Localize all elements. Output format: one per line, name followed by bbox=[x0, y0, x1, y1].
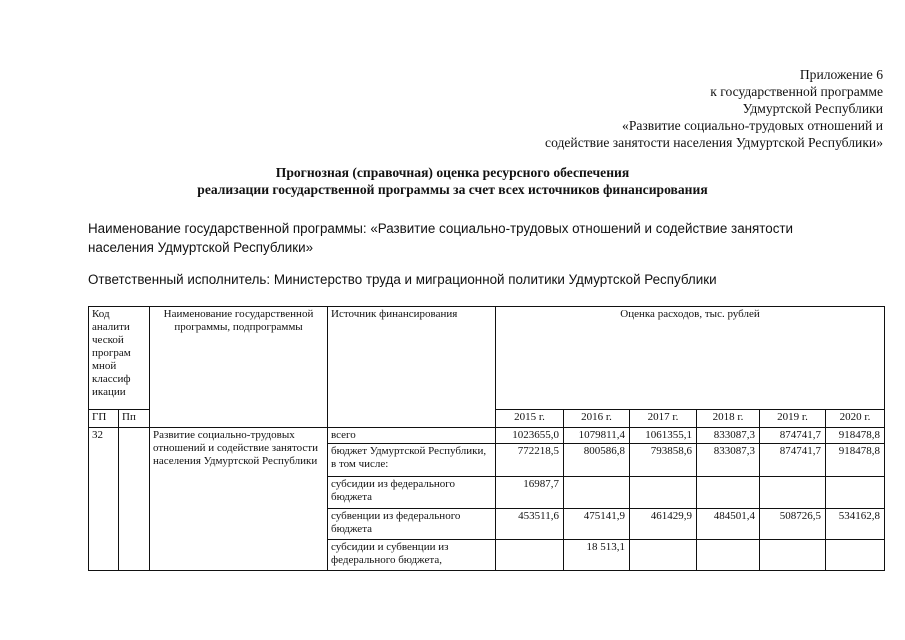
appendix-line: «Развитие социально-трудовых отношений и bbox=[622, 118, 883, 133]
header-year: 2018 г. bbox=[697, 410, 760, 428]
amount-cell bbox=[630, 540, 697, 571]
amount-cell bbox=[826, 540, 885, 571]
header-pp: Пп bbox=[119, 410, 150, 428]
funding-source: бюджет Удмуртской Республики, в том числе: bbox=[328, 444, 496, 477]
title-line-1: Прогнозная (справочная) оценка ресурсного обеспечения bbox=[275, 165, 630, 180]
amount-cell: 1079811,4 bbox=[564, 428, 630, 444]
amount-cell: 534162,8 bbox=[826, 509, 885, 540]
amount-cell: 18 513,1 bbox=[564, 540, 630, 571]
amount-cell bbox=[630, 477, 697, 509]
program-name: Наименование государственной программы: «Развитие социально-трудовых отношений и содействие занятости населения Удмуртской Республики» bbox=[88, 221, 794, 255]
amount-cell: 475141,9 bbox=[564, 509, 630, 540]
header-code: Код аналити ческой програм мной классиф икации bbox=[89, 307, 150, 410]
funding-source: всего bbox=[328, 428, 496, 444]
amount-cell: 874741,7 bbox=[760, 428, 826, 444]
table-row bbox=[89, 428, 885, 444]
header-year: 2017 г. bbox=[630, 410, 697, 428]
amount-cell: 772218,5 bbox=[496, 444, 564, 477]
amount-cell bbox=[760, 477, 826, 509]
appendix-line: Удмуртской Республики bbox=[742, 101, 883, 116]
amount-cell: 874741,7 bbox=[760, 444, 826, 477]
appendix-line: Приложение 6 bbox=[799, 67, 883, 82]
amount-cell: 918478,8 bbox=[826, 428, 885, 444]
amount-cell: 800586,8 bbox=[564, 444, 630, 477]
funding-source: субсидии из федерального бюджета bbox=[328, 477, 496, 509]
header-year: 2016 г. bbox=[564, 410, 630, 428]
funding-source: субвенции из федерального бюджета bbox=[328, 509, 496, 540]
amount-cell bbox=[564, 477, 630, 509]
amount-cell: 793858,6 bbox=[630, 444, 697, 477]
header-funding-source: Источник финансирования bbox=[328, 307, 496, 428]
program-pp-code bbox=[119, 428, 150, 571]
title-line-2: реализации государственной программы за счет всех источников финансирования bbox=[197, 182, 708, 197]
budget-table bbox=[88, 306, 885, 571]
amount-cell bbox=[697, 540, 760, 571]
header-year: 2019 г. bbox=[760, 410, 826, 428]
amount-cell bbox=[697, 477, 760, 509]
amount-cell: 508726,5 bbox=[760, 509, 826, 540]
amount-cell: 453511,6 bbox=[496, 509, 564, 540]
amount-cell: 833087,3 bbox=[697, 444, 760, 477]
appendix-line: содействие занятости населения Удмуртской Республики» bbox=[545, 135, 883, 150]
header-program-name: Наименование государственной программы, подпрограммы bbox=[150, 307, 328, 428]
amount-cell: 16987,7 bbox=[496, 477, 564, 509]
amount-cell: 833087,3 bbox=[697, 428, 760, 444]
amount-cell bbox=[496, 540, 564, 571]
amount-cell: 461429,9 bbox=[630, 509, 697, 540]
header-year: 2020 г. bbox=[826, 410, 885, 428]
amount-cell: 1023655,0 bbox=[496, 428, 564, 444]
program-gp-code: 32 bbox=[89, 428, 119, 571]
header-estimate: Оценка расходов, тыс. рублей bbox=[496, 307, 885, 410]
header-year: 2015 г. bbox=[496, 410, 564, 428]
amount-cell: 484501,4 bbox=[697, 509, 760, 540]
header-gp: ГП bbox=[89, 410, 119, 428]
amount-cell bbox=[826, 477, 885, 509]
amount-cell: 918478,8 bbox=[826, 444, 885, 477]
responsible-executor: Ответственный исполнитель: Министерство труда и миграционной политики Удмуртской Республики bbox=[88, 272, 717, 287]
appendix-line: к государственной программе bbox=[710, 84, 883, 99]
amount-cell: 1061355,1 bbox=[630, 428, 697, 444]
appendix-header bbox=[463, 66, 883, 151]
funding-source: субсидии и субвенции из федерального бюджета, bbox=[328, 540, 496, 571]
program-title-cell: Развитие социально-трудовых отношений и содействие занятости населения Удмуртской Республики bbox=[150, 428, 328, 571]
document-title bbox=[0, 164, 905, 198]
amount-cell bbox=[760, 540, 826, 571]
